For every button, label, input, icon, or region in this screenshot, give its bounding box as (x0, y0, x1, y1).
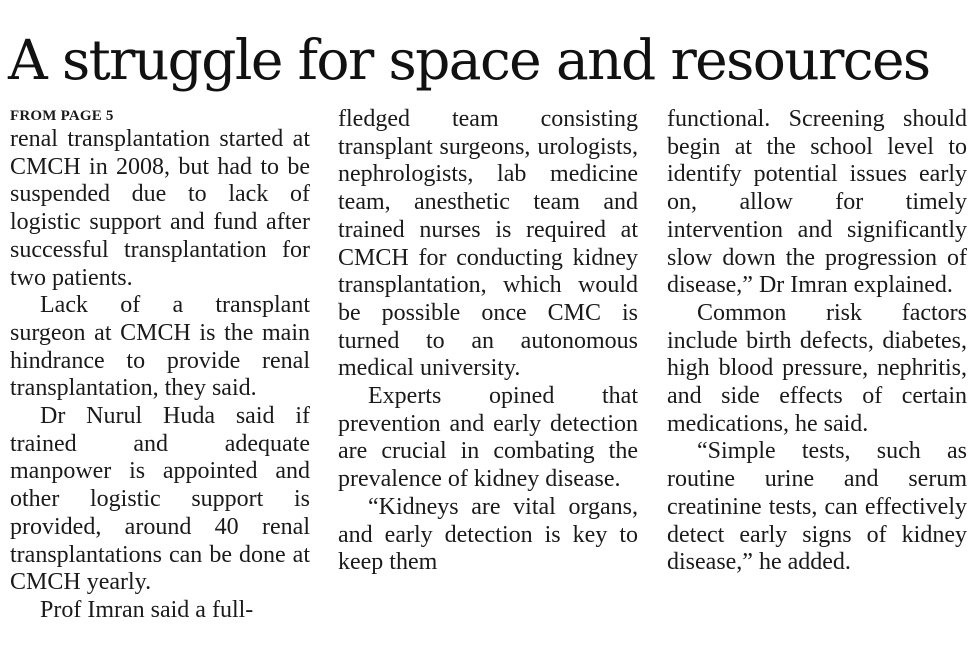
article-paragraph: Common risk factors include birth defects, diabetes, high blood pressure, nephritis, and side effects of certain medications, he said. (667, 299, 967, 437)
article-paragraph: renal transplantation started at CMCH in 2008, but had to be suspended due to lack of logistic support and fund after successful transplantation for two patients. (10, 126, 310, 291)
article-column-1 (10, 106, 310, 625)
article-headline: A struggle for space and resources (8, 28, 930, 92)
article-paragraph: “Simple tests, such as routine urine and serum creatinine tests, can effectively detect early signs of kidney disease,” he added. (667, 438, 967, 576)
article-column-2 (338, 106, 638, 577)
article-paragraph: Prof Imran said a full- (40, 596, 254, 623)
article-paragraph: Dr Nurul Huda said if trained and adequate manpower is appointed and other logistic support is provided, around 40 renal transplantations can be done at CMCH yearly. (10, 403, 310, 596)
article-paragraph: Lack of a transplant surgeon at CMCH is the main hindrance to provide renal transplantation, they said. (10, 292, 310, 402)
article-paragraph: fledged team consisting transplant surgeons, urologists, nephrologists, lab medicine team, anesthetic team and trained nurses is required at CMCH for conducting kidney transplantation, which would be possible once CMC is turned to an autonomous medical university. (338, 106, 638, 382)
article-column-3 (667, 106, 967, 577)
article-paragraph: Experts opined that prevention and early detection are crucial in combating the prevalence of kidney disease. (338, 383, 638, 493)
continuation-kicker: FROM PAGE 5 (10, 108, 114, 124)
article-paragraph: functional. Screening should begin at the school level to identify potential issues early on, allow for timely intervention and significantly slow down the progression of disease,” Dr Imran explained. (667, 106, 967, 299)
article-paragraph: “Kidneys are vital organs, and early detection is key to keep them (338, 493, 638, 576)
